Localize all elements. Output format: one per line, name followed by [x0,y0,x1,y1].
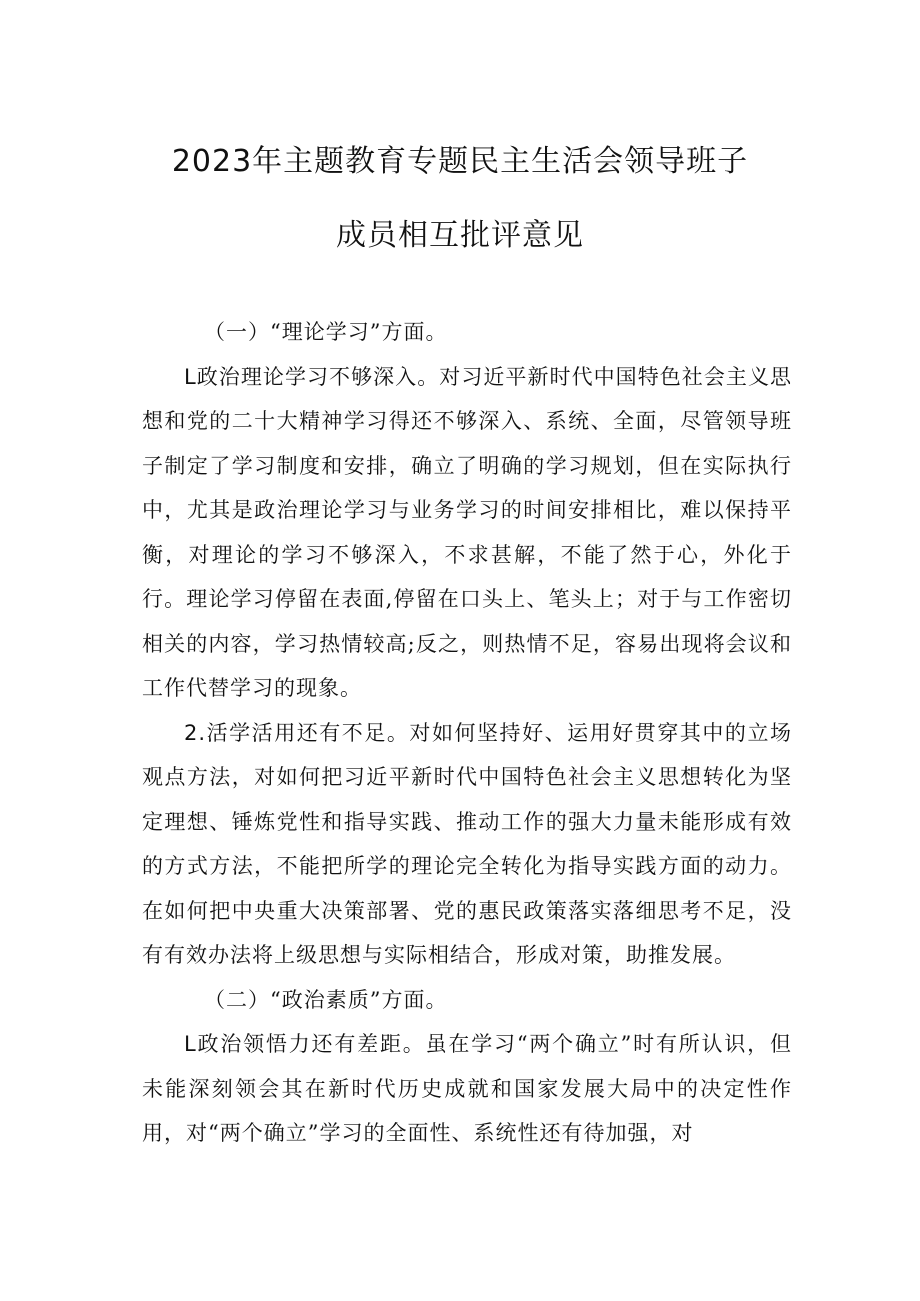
document-title-line-1: 2023年主题教育专题民主生活会领导班子 [171,144,749,179]
paragraph-text: 活学活用还有不足。对如何坚持好、运用好贯穿其中的立场观点方法，对如何把习近平新时代中国特色社会主义思想转化为坚定理想、锤炼党性和指导实践、推动工作的强大力量未能形成有效的方式方法，不能把所学的理论完全转化为指导实践方面的动力。在如何把中央重大决策部署、党的惠民政策落实落细思考不足，没有有效办法将上级思想与实际相结合，形成对策，助推发展。 [142,720,792,967]
item-number: 2. [184,720,207,745]
paragraph-theory-study-item-2 [142,711,792,978]
paragraph-political-quality-item-1 [142,1022,792,1156]
paragraph-text: 政治理论学习不够深入。对习近平新时代中国特色社会主义思想和党的二十大精神学习得还不够深入、系统、全面，尽管领导班子制定了学习制度和安排，确立了明确的学习规划，但在实际执行中，尤其是政治理论学习与业务学习的时间安排相比，难以保持平衡，对理论的学习不够深入，不求甚解，不能了然于心，外化于行。理论学习停留在表面,停留在口头上、笔头上；对于与工作密切相关的内容，学习热情较高;反之，则热情不足，容易出现将会议和工作代替学习的现象。 [142,364,792,700]
paragraph-text: 政治领悟力还有差距。虽在学习“两个确立”时有所认识，但未能深刻领会其在新时代历史成就和国家发展大局中的决定性作用，对“两个确立”学习的全面性、系统性还有待加强，对 [142,1032,792,1145]
document-title-line-2: 成员相互批评意见 [336,218,584,253]
paragraph-theory-study-item-1 [142,355,792,711]
section-heading-theory-study: （一）“理论学习”方面。 [204,320,448,344]
document-body [142,310,792,1156]
section-heading-political-quality: （二）“政治素质”方面。 [204,987,448,1012]
item-number: L [184,364,197,389]
item-number: L [184,1032,197,1056]
